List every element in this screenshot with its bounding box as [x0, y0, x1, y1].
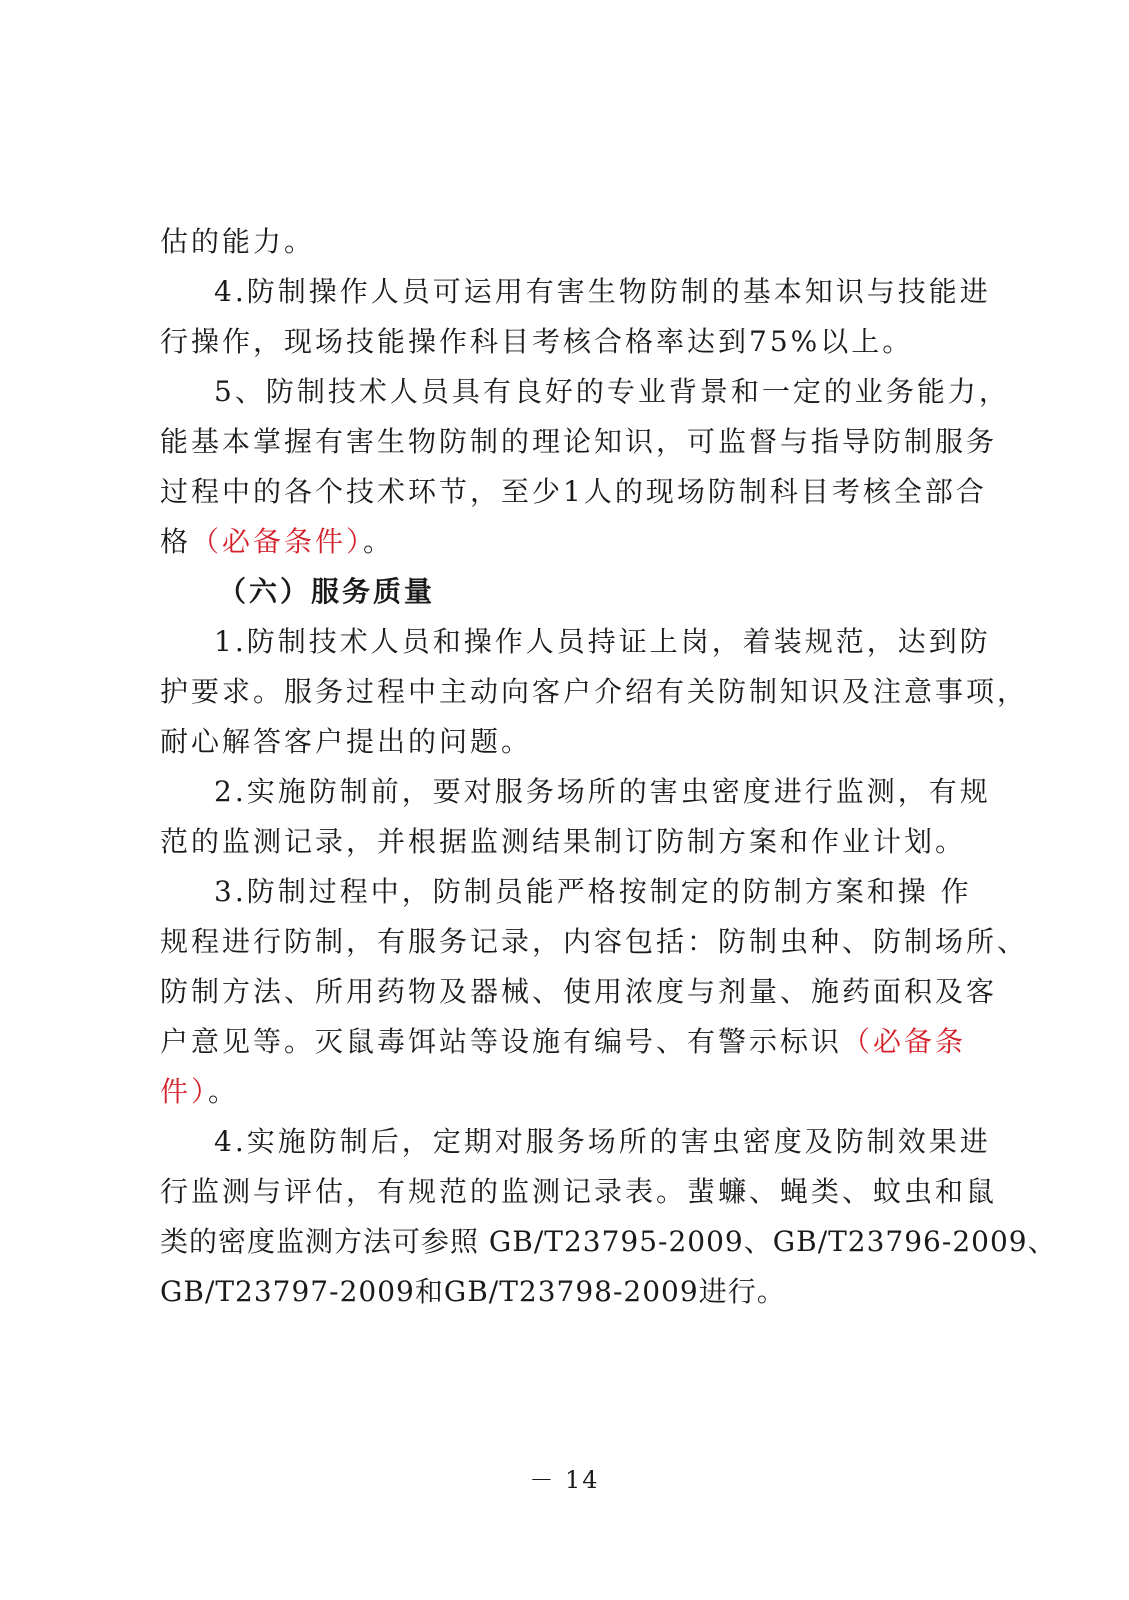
required-condition-note: （必备条: [842, 1025, 967, 1058]
line-text: 3.防制过程中，防制员能严格按制定的防制方案和操 作: [214, 875, 972, 908]
line-text: 范的监测记录，并根据监测结果制订防制方案和作业计划。: [160, 825, 967, 858]
line-text: 规程进行防制，有服务记录，内容包括：防制虫种、防制场所、: [160, 925, 1029, 958]
item-4-line-1: [214, 1122, 991, 1162]
line-text: 格: [160, 525, 192, 558]
line-text: 行操作，现场技能操作科目考核合格率达到75%以上。: [160, 325, 914, 358]
section-heading-service-quality: [218, 572, 1008, 612]
item-3-line-5: [160, 1072, 950, 1112]
line-text: 过程中的各个技术环节，至少1人的现场防制科目考核全部合: [160, 475, 987, 508]
line-text: 防制方法、所用药物及器械、使用浓度与剂量、施药面积及客: [160, 975, 998, 1008]
item-2-line-2: [160, 822, 967, 862]
paragraph-5-line-3: [160, 472, 987, 512]
item-4-line-4: [160, 1272, 950, 1312]
line-text: 户意见等。灭鼠毒饵站等设施有编号、有警示标识: [160, 1025, 843, 1058]
page-number: － 14: [529, 1466, 600, 1494]
required-condition-note: 件）: [160, 1075, 209, 1108]
line-text: 4.防制操作人员可运用有害生物防制的基本知识与技能进: [214, 275, 991, 308]
line-tail: 。: [208, 1075, 240, 1108]
item-3-line-3: [160, 972, 998, 1012]
item-3-line-4: [160, 1022, 967, 1062]
item-4-line-2: [160, 1172, 998, 1212]
heading-text: （六）服务质量: [218, 575, 436, 608]
line-text: 5、防制技术人员具有良好的专业背景和一定的业务能力，: [214, 375, 1010, 408]
line-tail: 。: [363, 525, 395, 558]
line-text: 护要求。服务过程中主动向客户介绍有关防制知识及注意事项，: [160, 675, 1029, 708]
line-text: 行监测与评估，有规范的监测记录表。蜚蠊、蝇类、蚊虫和鼠: [160, 1175, 998, 1208]
line-text: 估的能力。: [160, 225, 316, 258]
item-1-line-2: [160, 672, 1029, 712]
line-text: GB/T23797-2009和GB/T23798-2009进行。: [160, 1275, 786, 1308]
line-text: 耐心解答客户提出的问题。: [160, 725, 533, 758]
line-text: 2.实施防制前，要对服务场所的害虫密度进行监测，有规: [214, 775, 991, 808]
paragraph-4-line-2: [160, 322, 950, 362]
item-3-line-1: [214, 872, 972, 912]
line-text: 能基本掌握有害生物防制的理论知识，可监督与指导防制服务: [160, 425, 998, 458]
item-1-line-3: [160, 722, 950, 762]
item-1-line-1: [214, 622, 991, 662]
line-text: 类的密度监测方法可参照 GB/T23795-2009、GB/T23796-2009、: [160, 1225, 1057, 1258]
item-4-line-3: [160, 1222, 1057, 1262]
item-2-line-1: [214, 772, 991, 812]
item-3-line-2: [160, 922, 1029, 962]
paragraph-5-line-2: [160, 422, 998, 462]
line-text: 1.防制技术人员和操作人员持证上岗，着装规范，达到防: [214, 625, 991, 658]
paragraph-5-line-4: [160, 522, 950, 562]
required-condition-note: （必备条件）: [191, 525, 364, 558]
line-text: 4.实施防制后，定期对服务场所的害虫密度及防制效果进: [214, 1125, 991, 1158]
paragraph-5-line-1: [214, 372, 1010, 412]
paragraph-4-line-1: [214, 272, 991, 312]
text-line: [160, 222, 950, 262]
